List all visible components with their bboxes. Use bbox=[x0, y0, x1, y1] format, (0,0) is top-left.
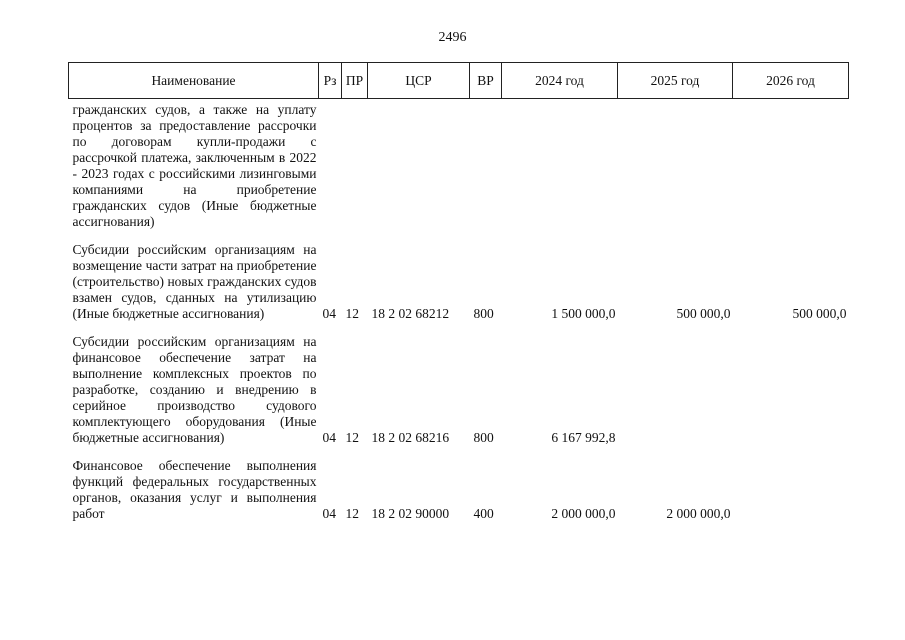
row-2024: 2 000 000,0 bbox=[551, 506, 616, 521]
row-rz bbox=[319, 99, 342, 243]
row-vr: 400 bbox=[473, 506, 494, 521]
row-2025: 500 000,0 bbox=[676, 306, 731, 321]
header-2026: 2026 год bbox=[733, 63, 849, 99]
row-name: гражданских судов, а также на уплату процентов за предоставление рассрочки по договорам купли-продажи с рассрочкой платежа, заключенным в 2022 - 2023 годах с российскими лизинговыми компаниями на приобретение гражданских судов (Иные бюджетные ассигнования) bbox=[72, 102, 317, 229]
row-2025 bbox=[618, 99, 733, 243]
header-2025: 2025 год bbox=[618, 63, 733, 99]
row-name: Субсидии российским организациям на финансовое обеспечение затрат на выполнение комплексных проектов по разработке, созданию и внедрению в серийное производство судового комплектующего оборудования (Иные бюджетные ассигнования) bbox=[72, 334, 317, 445]
row-csr: 18 2 02 68216 bbox=[371, 430, 450, 445]
row-2024 bbox=[502, 99, 618, 243]
row-2024: 1 500 000,0 bbox=[551, 306, 616, 321]
row-2026: 500 000,0 bbox=[792, 306, 847, 321]
header-rz: Рз bbox=[319, 63, 342, 99]
row-pr: 12 bbox=[345, 306, 359, 321]
table-row bbox=[69, 334, 849, 458]
row-name: Финансовое обеспечение выполнения функций федеральных государственных органов, оказания услуг и выполнения работ bbox=[72, 458, 317, 521]
page-number: 2496 bbox=[438, 30, 467, 45]
row-rz: 04 bbox=[322, 506, 336, 521]
row-2024: 6 167 992,8 bbox=[551, 430, 616, 445]
header-vr: ВР bbox=[470, 63, 502, 99]
table-header-row bbox=[69, 63, 849, 99]
table-row bbox=[69, 242, 849, 334]
row-2026 bbox=[733, 458, 849, 534]
table-row bbox=[69, 99, 849, 243]
row-csr: 18 2 02 90000 bbox=[371, 506, 450, 521]
row-pr: 12 bbox=[345, 506, 359, 521]
row-2025: 2 000 000,0 bbox=[666, 506, 731, 521]
header-pr: ПР bbox=[342, 63, 368, 99]
row-vr: 800 bbox=[473, 306, 494, 321]
row-2025 bbox=[618, 334, 733, 458]
row-vr bbox=[470, 99, 502, 243]
header-name: Наименование bbox=[69, 63, 319, 99]
budget-table bbox=[68, 62, 849, 534]
header-csr: ЦСР bbox=[368, 63, 470, 99]
row-2026 bbox=[733, 99, 849, 243]
row-pr bbox=[342, 99, 368, 243]
row-name: Субсидии российским организациям на возмещение части затрат на приобретение (строительство) новых гражданских судов взамен судов, сданных на утилизацию (Иные бюджетные ассигнования) bbox=[72, 242, 317, 321]
row-2026 bbox=[733, 334, 849, 458]
row-rz: 04 bbox=[322, 430, 336, 445]
table-row bbox=[69, 458, 849, 534]
header-2024: 2024 год bbox=[502, 63, 618, 99]
row-csr bbox=[368, 99, 470, 243]
row-csr: 18 2 02 68212 bbox=[371, 306, 450, 321]
row-vr: 800 bbox=[473, 430, 494, 445]
row-rz: 04 bbox=[322, 306, 336, 321]
row-pr: 12 bbox=[345, 430, 359, 445]
